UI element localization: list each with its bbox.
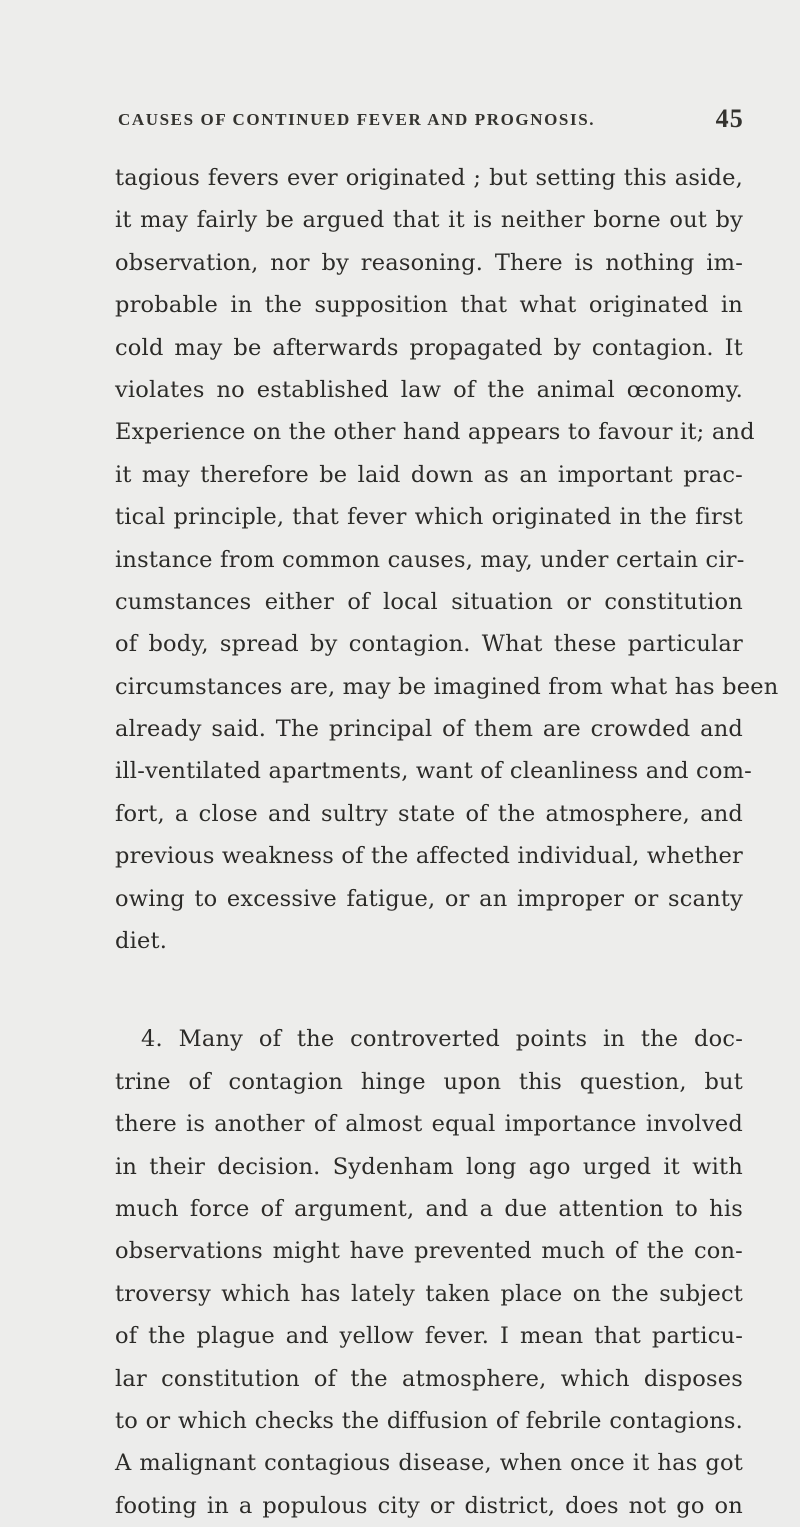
page-number: 45	[715, 104, 744, 133]
text-line: much force of argument, and a due attention to his	[115, 1195, 743, 1222]
text-line: diet.	[115, 928, 168, 955]
text-line: previous weakness of the affected individual, whether	[115, 843, 743, 870]
text-line: tagious fevers ever originated ; but setting this aside,	[115, 165, 743, 191]
text-line: cumstances either of local situation or constitution	[115, 588, 743, 615]
text-line: owing to excessive fatigue, or an improper or scanty	[115, 885, 743, 912]
running-head	[118, 104, 744, 144]
text-line: ill-ventilated apartments, want of cleanliness and com-	[115, 758, 752, 785]
body-text	[115, 157, 779, 1527]
text-line: cold may be afterwards propagated by contagion. It	[115, 334, 743, 361]
paragraph-gap	[115, 962, 743, 1018]
text-line: circumstances are, may be imagined from what has been	[115, 673, 779, 700]
text-line: already said. The principal of them are crowded and	[115, 716, 743, 743]
text-line: there is another of almost equal importance involved	[115, 1111, 743, 1138]
text-line: violates no established law of the animal œconomy.	[115, 376, 743, 403]
text-line: observation, nor by reasoning. There is nothing im-	[115, 249, 743, 276]
text-line: in their decision. Sydenham long ago urged it with	[115, 1153, 743, 1180]
text-line: it may fairly be argued that it is neither borne out by	[115, 207, 743, 234]
text-line: lar constitution of the atmosphere, which disposes	[115, 1365, 743, 1392]
paragraph-2	[115, 1018, 743, 1527]
text-line: troversy which has lately taken place on the subject	[115, 1280, 743, 1307]
text-line: of body, spread by contagion. What these particular	[115, 631, 743, 658]
text-line: trine of contagion hinge upon this question, but	[115, 1068, 743, 1095]
paragraph-1	[115, 157, 779, 962]
text-line: instance from common causes, may, under certain cir-	[115, 546, 745, 573]
text-line: tical principle, that fever which originated in the first	[115, 504, 743, 531]
text-line: footing in a populous city or district, does not go on	[115, 1492, 743, 1519]
running-title: CAUSES OF CONTINUED FEVER AND PROGNOSIS.	[118, 110, 596, 129]
text-line: it may therefore be laid down as an important prac-	[115, 461, 743, 488]
text-line: fort, a close and sultry state of the atmosphere, and	[115, 800, 743, 827]
text-line: 4. Many of the controverted points in the doc-	[141, 1026, 743, 1053]
text-line: A malignant contagious disease, when once it has got	[115, 1450, 743, 1477]
text-line: probable in the supposition that what originated in	[115, 292, 743, 319]
text-line: Experience on the other hand appears to favour it; and	[115, 419, 755, 446]
text-line: of the plague and yellow fever. I mean that particu-	[115, 1323, 743, 1350]
text-line: observations might have prevented much of the con-	[115, 1238, 743, 1265]
text-line: to or which checks the diffusion of febrile contagions.	[115, 1407, 743, 1434]
